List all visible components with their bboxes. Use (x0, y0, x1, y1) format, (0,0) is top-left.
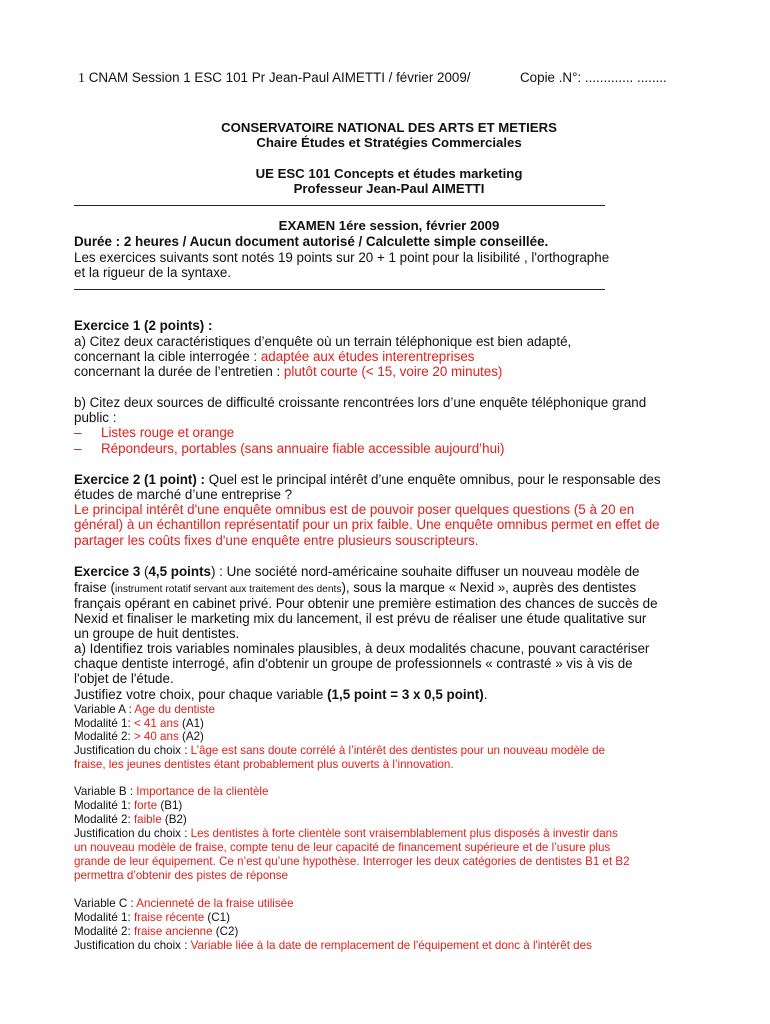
exercise1-answer-b1 (74, 425, 704, 441)
variable-a (74, 703, 704, 717)
variable-a-modality1 (74, 717, 704, 731)
exercise2-title: Exercice 2 (1 point) : (74, 472, 209, 487)
exercise3-question-line3: l'objet de l'étude. (74, 671, 174, 686)
modality-code: (B2) (161, 813, 187, 826)
exercise3-intro-line3: français opérant en cabinet privé. Pour obtenir une première estimation des chances de succès de (74, 596, 658, 611)
exam-note-line1: Les exercices suivants sont notés 19 points sur 20 + 1 point pour la lisibilité , l'orthographe (74, 250, 610, 265)
justification-text: L’âge est sans doute corrélé à l’intérêt des dentistes pour un nouveau modèle de (190, 744, 606, 757)
answer-label: concernant la cible interrogée : (74, 349, 261, 364)
variable-b-justification-line3: grande de leur équipement. Ce n’est qu’une hypothèse. Interroger les deux catégories de dentistes B1 et B2 (74, 855, 630, 868)
bullet-dash: – (74, 441, 82, 456)
exercise1-question-b-line2: public : (74, 410, 117, 425)
variable-label: Variable C : (74, 897, 137, 910)
text-fragment: ( (140, 564, 149, 579)
professor-name: Professeur Jean-Paul AIMETTI (293, 181, 485, 196)
variable-b-justification (74, 827, 704, 841)
justify-points: (1,5 point = 3 x 0,5 point) (327, 687, 484, 702)
header-copy-number: Copie .N°: ............. ........ (520, 70, 667, 85)
modality-code: (A1) (178, 717, 204, 730)
modality-label: Modalité 1: (74, 799, 134, 812)
exercise3-points: 4,5 points (148, 564, 211, 579)
variable-c-modality1 (74, 911, 704, 925)
exercise3-title: Exercice 3 (74, 564, 141, 579)
answer-label: concernant la durée de l’entretien : (74, 364, 284, 379)
chair-title: Chaire Études et Stratégies Commerciales (256, 135, 522, 150)
exercise2-question-line2: études de marché d’une entreprise ? (74, 487, 293, 502)
variable-b-justification-line4: permettra d’obtenir des pistes de réponse (74, 869, 288, 882)
modality-value: < 41 ans (133, 717, 179, 730)
variable-a-justification-line2: fraise, les jeunes dentistes étant probablement plus ouverts à l’innovation. (74, 758, 454, 771)
modality-value: faible (133, 813, 162, 826)
header-course: CNAM Session 1 ESC 101 Pr Jean-Paul AIMETTI / février 2009/ (88, 70, 471, 85)
variable-label: Variable B : (74, 785, 137, 798)
question-text: Quel est le principal intérêt d’une enquête omnibus, pour le responsable des (208, 472, 661, 487)
text-fragment: ) : Une société nord-américaine souhaite diffuser un nouveau modèle de (210, 564, 640, 579)
variable-c-justification (74, 939, 704, 953)
page-header (78, 70, 471, 87)
answer-text: Listes rouge et orange (101, 425, 235, 440)
variable-a-justification (74, 744, 704, 758)
exercise1-answer-target (74, 349, 704, 365)
divider-bottom (74, 289, 605, 290)
text-fragment: ), sous la marque « Nexid », auprès des dentistes (341, 580, 637, 595)
modality-label: Modalité 1: (74, 717, 134, 730)
text-fragment: . (483, 687, 488, 702)
course-title: UE ESC 101 Concepts et études marketing (255, 166, 523, 181)
modality-code: (C2) (212, 925, 239, 938)
modality-label: Modalité 2: (74, 730, 134, 743)
variable-label: Variable A : (74, 703, 135, 716)
exercise3-intro-line5: un groupe de huit dentistes. (74, 626, 240, 641)
exercise1-answer-duration (74, 364, 704, 380)
variable-name: Importance de la clientèle (136, 785, 269, 798)
exercise1-question-b-line1: b) Citez deux sources de difficulté croissante rencontrées lors d’une enquête téléphonique grand (74, 395, 647, 410)
exercise3-question-line2: chaque dentiste interrogé, afin d'obtenir un groupe de professionnels « contrasté » vis à vis de (74, 656, 633, 671)
exercise3-intro-line2 (74, 580, 704, 598)
modality-label: Modalité 2: (74, 813, 134, 826)
text-fragment: Justifiez votre choix, pour chaque variable (74, 687, 328, 702)
variable-name: Age du dentiste (134, 703, 215, 716)
modality-code: (C1) (204, 911, 230, 924)
exercise3-justify (74, 687, 704, 703)
institution-title: CONSERVATOIRE NATIONAL DES ARTS ET METIERS (221, 120, 557, 135)
variable-c-modality2 (74, 925, 704, 939)
justification-label: Justification du choix : (74, 827, 191, 840)
modality-code: (B1) (157, 799, 183, 812)
variable-b-justification-line2: un nouveau modèle de fraise, compte tenu de leur capacité de financement supérieure et de l’usure plus (74, 841, 611, 854)
exam-note-line2: et la rigueur de la syntaxe. (74, 265, 232, 280)
exam-duration: Durée : 2 heures / Aucun document autorisé / Calculette simple conseillée. (74, 234, 549, 249)
modality-code: (A2) (178, 730, 204, 743)
exercise3-question-line1: a) Identifiez trois variables nominales plausibles, à deux modalités chacune, pouvant caractériser (74, 641, 650, 656)
variable-b (74, 785, 704, 799)
exercise3-intro-line1 (74, 564, 704, 580)
answer-text: adaptée aux études interentreprises (260, 349, 475, 364)
justification-text: Variable liée à la date de remplacement de l'équipement et donc à l'intérêt des (190, 939, 592, 952)
variable-c (74, 897, 704, 911)
exercise2-answer-line2: général) à un échantillon représentatif pour un prix faible. Une enquête omnibus permet en effet de (74, 517, 660, 532)
answer-text: plutôt courte (< 15, voire 20 minutes) (283, 364, 503, 379)
exercise1-answer-b2 (74, 441, 704, 457)
variable-b-modality1 (74, 799, 704, 813)
divider-top (74, 205, 605, 206)
exercise2-question-line1 (74, 472, 704, 488)
modality-value: fraise récente (133, 911, 205, 924)
exercise2-answer-line3: partager les coûts fixes d'une enquête entre plusieurs souscripteurs. (74, 533, 479, 548)
modality-value: > 40 ans (133, 730, 179, 743)
exercise1-question-a: a) Citez deux caractéristiques d’enquête où un terrain téléphonique est bien adapté, (74, 334, 572, 349)
bullet-dash: – (74, 425, 82, 440)
exam-title: EXAMEN 1ére session, février 2009 (278, 218, 500, 233)
variable-b-modality2 (74, 813, 704, 827)
justification-label: Justification du choix : (74, 744, 191, 757)
variable-name: Ancienneté de la fraise utilisée (136, 897, 294, 910)
justification-label: Justification du choix : (74, 939, 191, 952)
exercise3-intro-line4: Nexid et finaliser le marketing mix du lancement, il est prévu de réaliser une étude qualitative sur (74, 611, 647, 626)
modality-label: Modalité 1: (74, 911, 134, 924)
text-fragment: fraise ( (74, 580, 115, 595)
variable-a-modality2 (74, 730, 704, 744)
page-number: 1 (78, 71, 85, 86)
modality-value: forte (133, 799, 158, 812)
exercise2-answer-line1: Le principal intérêt d'une enquête omnibus est de pouvoir poser quelques questions (5 à 20 en (74, 502, 635, 517)
modality-label: Modalité 2: (74, 925, 134, 938)
fraise-definition: instrument rotatif servant aux traitement des dents (114, 584, 342, 595)
exercise1-title: Exercice 1 (2 points) : (74, 318, 213, 333)
answer-text: Répondeurs, portables (sans annuaire fiable accessible aujourd’hui) (101, 441, 505, 456)
justification-text: Les dentistes à forte clientèle sont vraisemblablement plus disposés à investir dans (190, 827, 618, 840)
modality-value: fraise ancienne (133, 925, 213, 938)
